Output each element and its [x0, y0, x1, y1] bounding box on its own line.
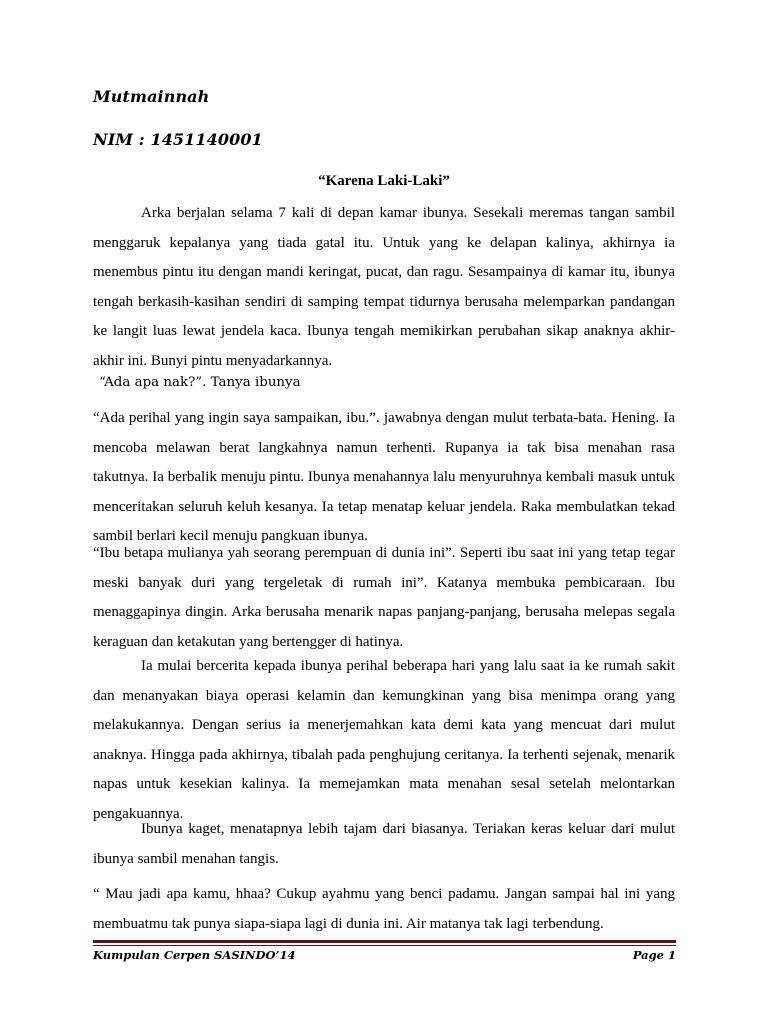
story-title: “Karena Laki-Laki” [318, 173, 450, 189]
footer-divider-thin [93, 945, 676, 946]
story-paragraph: “ Mau jadi apa kamu, hhaa? Cukup ayahmu yang benci padamu. Jangan sampai hal ini yang membuatmu tak punya siapa-siapa lagi di dunia ini. Air matanya tak lagi terbendung. [93, 886, 675, 932]
footer-divider [93, 940, 676, 943]
story-paragraph: “Ada apa nak?”. Tanya ibunya [99, 375, 301, 390]
footer-book-title: Kumpulan Cerpen SASINDO’14 [93, 948, 296, 962]
student-id: NIM : 1451140001 [93, 130, 263, 149]
story-paragraph: “Ibu betapa mulianya yah seorang perempuan di dunia ini”. Seperti ibu saat ini yang tetap tegar meski banyak duri yang tergeletak di rumah ini”. Katanya membuka pembicaraan. Ibu menaggapinya dingin. Arka berusaha menarik napas panjang-panjang, berusaha melepas segala keraguan dan ketakutan yang bertengger di hatinya. [93, 545, 675, 650]
story-paragraph: Ibunya kaget, menatapnya lebih tajam dari biasanya. Teriakan keras keluar dari mulut ibunya sambil menahan tangis. [93, 821, 675, 867]
story-paragraph: “Ada perihal yang ingin saya sampaikan, ibu.”. jawabnya dengan mulut terbata-bata. Hening. Ia mencoba melawan berat langkahnya namun terhenti. Rupanya ia tak bisa menahan rasa takutnya. Ia berbalik menuju pintu. Ibunya menahannya lalu menyuruhnya kembali masuk untuk menceritakan seluruh keluh kesanya. Ia tetap menatap keluar jendela. Raka membulatkan tekad sambil berlari kecil menuju pangkuan ibunya. [93, 410, 675, 544]
story-paragraph: Ia mulai bercerita kepada ibunya perihal beberapa hari yang lalu saat ia ke rumah sakit dan menanyakan biaya operasi kelamin dan kemungkinan yang bisa menimpa orang yang melakukannya. Dengan serius ia menerjemahkan kata demi kata yang mencuat dari mulut anaknya. Hingga pada akhirnya, tibalah pada penghujung ceritanya. Ia terhenti sejenak, menarik napas untuk kesekian kalinya. Ia memejamkan mata menahan sesal setelah melontarkan pengakuannya. [93, 658, 675, 822]
page-number: Page 1 [632, 948, 676, 962]
author-name: Mutmainnah [93, 87, 210, 106]
story-paragraph: Arka berjalan selama 7 kali di depan kamar ibunya. Sesekali meremas tangan sambil menggaruk kepalanya yang tiada gatal itu. Untuk yang ke delapan kalinya, akhirnya ia menembus pintu itu dengan mandi keringat, pucat, dan ragu. Sesampainya di kamar itu, ibunya tengah berkasih-kasihan sendiri di samping tempat tidurnya berusaha melemparkan pandangan ke langit luas lewat jendela kaca. Ibunya tengah memikirkan perubahan sikap anaknya akhir-akhir ini. Bunyi pintu menyadarkannya. [93, 205, 675, 369]
